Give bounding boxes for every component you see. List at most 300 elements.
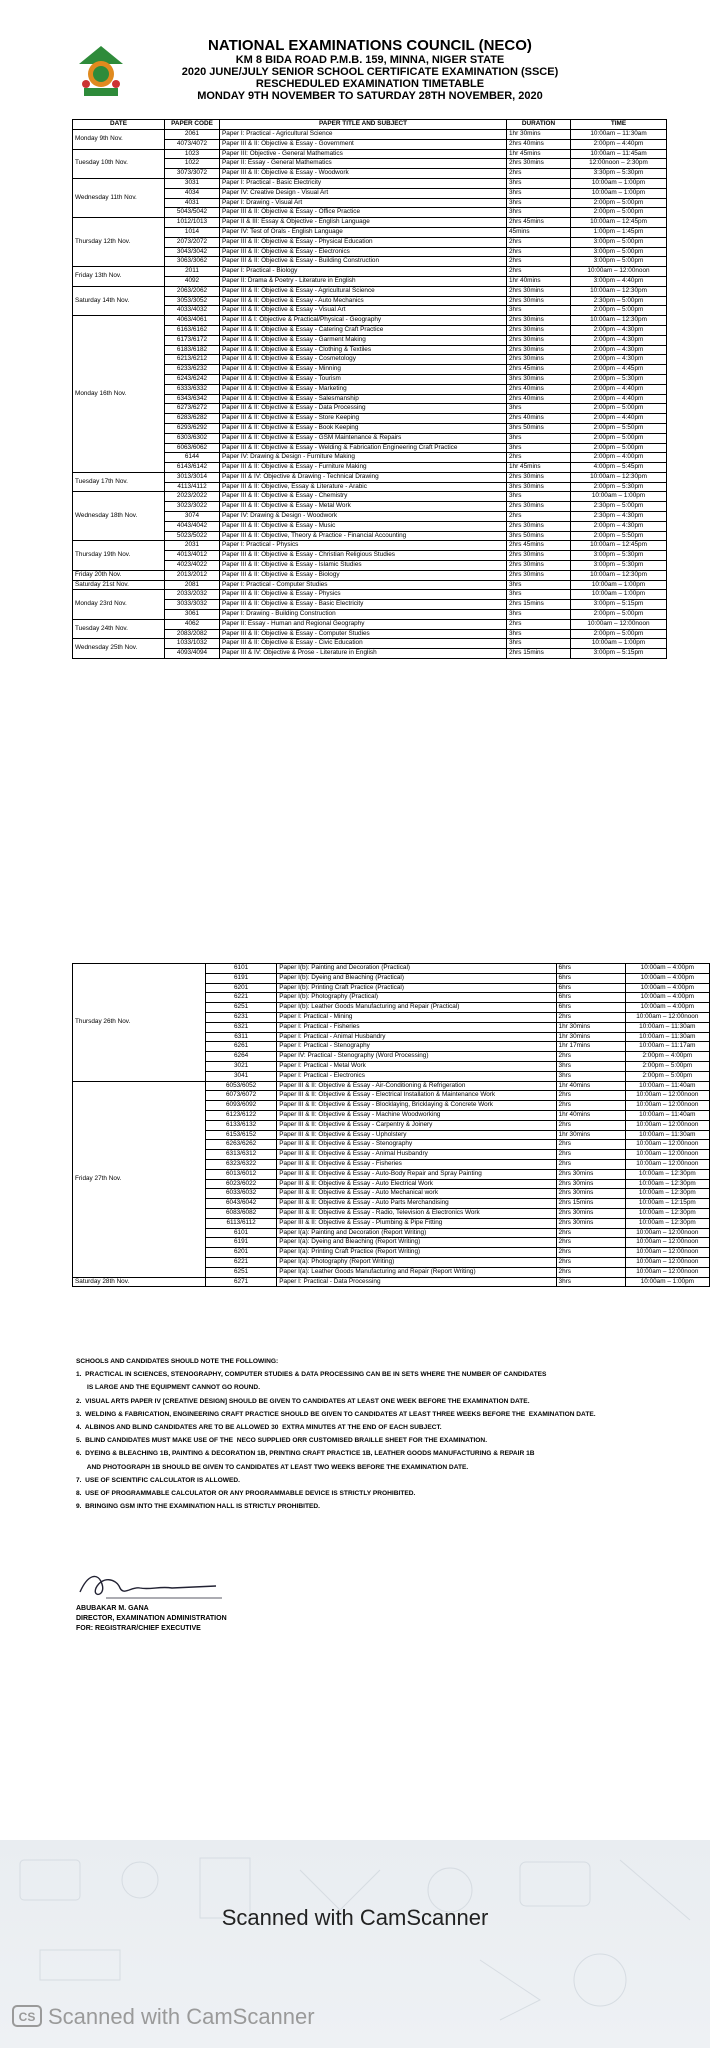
duration-cell: 45mins	[507, 227, 571, 237]
paper-code-cell: 2031	[165, 541, 220, 551]
time-cell: 10:00am – 12:00noon	[625, 1091, 709, 1101]
time-cell: 10:00am – 12:30pm	[625, 1208, 709, 1218]
paper-title-cell: Paper I(a): Photography (Report Writing)	[277, 1257, 556, 1267]
paper-code-cell: 4043/4042	[165, 521, 220, 531]
time-cell: 10:00am – 1:00pm	[571, 178, 667, 188]
duration-cell: 3hrs 50mins	[507, 531, 571, 541]
table-row	[73, 218, 667, 228]
timetable-part-1	[72, 119, 667, 659]
paper-code-cell: 6221	[205, 993, 276, 1003]
paper-title-cell: Paper IV: Test of Orals - English Language	[220, 227, 507, 237]
note-item: IS LARGE AND THE EQUIPMENT CANNOT GO ROUND.	[76, 1384, 261, 1392]
time-cell: 10:00am – 12:00noon	[625, 1140, 709, 1150]
paper-title-cell: Paper IV: Drawing & Design - Furniture Making	[220, 453, 507, 463]
duration-cell: 2hrs 30mins	[507, 521, 571, 531]
time-cell: 2:00pm – 5:00pm	[571, 610, 667, 620]
duration-cell: 1hr 40mins	[556, 1081, 625, 1091]
time-cell: 10:00am – 12:00noon	[571, 619, 667, 629]
duration-cell: 2hrs	[507, 453, 571, 463]
time-cell: 10:00am – 11:30am	[625, 1022, 709, 1032]
paper-title-cell: Paper III & II: Objective & Essay - Christian Religious Studies	[220, 551, 507, 561]
duration-cell: 2hrs	[556, 1150, 625, 1160]
paper-title-cell: Paper I: Practical - Physics	[220, 541, 507, 551]
duration-cell: 2hrs 15mins	[507, 649, 571, 659]
duration-cell: 2hrs 40mins	[507, 394, 571, 404]
paper-code-cell: 6123/6122	[205, 1110, 276, 1120]
duration-cell: 2hrs 30mins	[507, 561, 571, 571]
time-cell: 3:30pm – 5:30pm	[571, 169, 667, 179]
duration-cell: 1hr 30mins	[556, 1032, 625, 1042]
time-cell: 2:00pm – 5:00pm	[571, 306, 667, 316]
time-cell: 3:00pm – 5:30pm	[571, 551, 667, 561]
time-cell: 3:00pm – 5:00pm	[571, 257, 667, 267]
duration-cell: 2hrs 30mins	[507, 316, 571, 326]
table-row	[73, 580, 667, 590]
paper-title-cell: Paper III & II: Objective & Essay - Garment Making	[220, 335, 507, 345]
time-cell: 10:00am – 12:30pm	[571, 316, 667, 326]
time-cell: 10:00am – 11:45am	[571, 149, 667, 159]
note-item: AND PHOTOGRAPH 1B SHOULD BE GIVEN TO CANDIDATES AT LEAST TWO WEEKS BEFORE THE EXAMINATION DATE.	[76, 1463, 469, 1471]
day-cell: Saturday 14th Nov.	[73, 286, 165, 315]
duration-cell: 2hrs 30mins	[507, 355, 571, 365]
paper-title-cell: Paper I: Drawing - Visual Art	[220, 198, 507, 208]
duration-cell: 2hrs 30mins	[507, 551, 571, 561]
paper-title-cell: Paper I: Practical - Mining	[277, 1012, 556, 1022]
time-cell: 2:00pm – 5:00pm	[571, 404, 667, 414]
time-cell: 10:00am – 4:00pm	[625, 993, 709, 1003]
duration-cell: 2hrs	[556, 1257, 625, 1267]
duration-cell: 2hrs 45mins	[507, 365, 571, 375]
svg-text:CS: CS	[18, 2010, 36, 2024]
paper-code-cell: 6283/6282	[165, 414, 220, 424]
duration-cell: 2hrs 30mins	[556, 1218, 625, 1228]
time-cell: 10:00am – 11:30am	[625, 1130, 709, 1140]
duration-cell: 3hrs	[556, 1277, 625, 1287]
paper-code-cell: 6101	[205, 964, 276, 974]
paper-title-cell: Paper I: Practical - Computer Studies	[220, 580, 507, 590]
paper-code-cell: 6271	[205, 1277, 276, 1287]
day-cell: Thursday 26th Nov.	[73, 964, 206, 1082]
day-cell: Wednesday 25th Nov.	[73, 639, 165, 659]
paper-title-cell: Paper I: Practical - Electronics	[277, 1071, 556, 1081]
duration-cell: 3hrs	[556, 1061, 625, 1071]
duration-cell: 2hrs 45mins	[507, 218, 571, 228]
table-row	[73, 570, 667, 580]
duration-cell: 3hrs 30mins	[507, 482, 571, 492]
paper-title-cell: Paper III & II: Objective & Essay - Music	[220, 521, 507, 531]
paper-code-cell: 6251	[205, 1003, 276, 1013]
duration-cell: 2hrs	[556, 1238, 625, 1248]
paper-code-cell: 6053/6052	[205, 1081, 276, 1091]
table-row	[73, 1081, 710, 1091]
time-cell: 10:00am – 12:30pm	[625, 1169, 709, 1179]
duration-cell: 2hrs 30mins	[507, 335, 571, 345]
day-cell: Tuesday 24th Nov.	[73, 619, 165, 639]
paper-code-cell: 6133/6132	[205, 1120, 276, 1130]
note-item: 3. WELDING & FABRICATION, ENGINEERING CRAFT PRACTICE SHOULD BE GIVEN TO CANDIDATES AT LEAST THREE WEEKS BEFORE THE EXAMINATION DATE.	[76, 1410, 596, 1418]
paper-code-cell: 6063/6062	[165, 443, 220, 453]
time-cell: 10:00am – 11:40am	[625, 1081, 709, 1091]
col-title: PAPER TITLE AND SUBJECT	[220, 120, 507, 130]
paper-code-cell: 6191	[205, 1238, 276, 1248]
time-cell: 10:00am – 11:40am	[625, 1110, 709, 1120]
time-cell: 10:00am – 12:30pm	[625, 1189, 709, 1199]
paper-title-cell: Paper III & II: Objective & Essay - Biology	[220, 570, 507, 580]
paper-title-cell: Paper III & II: Objective & Essay - Welding & Fabrication Engineering Craft Practice	[220, 443, 507, 453]
paper-code-cell: 2023/2022	[165, 492, 220, 502]
paper-title-cell: Paper III & II: Objective & Essay - Woodwork	[220, 169, 507, 179]
time-cell: 4:00pm – 5:45pm	[571, 463, 667, 473]
duration-cell: 3hrs	[507, 610, 571, 620]
table-row	[73, 1277, 710, 1287]
paper-title-cell: Paper I(b): Printing Craft Practice (Practical)	[277, 983, 556, 993]
table-row	[73, 590, 667, 600]
time-cell: 10:00am – 1:00pm	[571, 188, 667, 198]
paper-code-cell: 6023/6022	[205, 1179, 276, 1189]
table-row	[73, 149, 667, 159]
paper-code-cell: 1022	[165, 159, 220, 169]
time-cell: 10:00am – 12:45pm	[571, 218, 667, 228]
paper-code-cell: 6273/6272	[165, 404, 220, 414]
duration-cell: 2hrs 30mins	[507, 325, 571, 335]
time-cell: 10:00am – 12:00noon	[625, 1248, 709, 1258]
duration-cell: 6hrs	[556, 983, 625, 993]
notes-heading: SCHOOLS AND CANDIDATES SHOULD NOTE THE FOLLOWING:	[76, 1358, 279, 1365]
time-cell: 10:00am – 12:15pm	[625, 1199, 709, 1209]
time-cell: 3:00pm – 4:40pm	[571, 276, 667, 286]
time-cell: 10:00am – 12:45pm	[571, 541, 667, 551]
duration-cell: 2hrs	[556, 1267, 625, 1277]
duration-cell: 3hrs	[507, 306, 571, 316]
paper-code-cell: 6113/6112	[205, 1218, 276, 1228]
paper-title-cell: Paper III & I: Objective & Practical/Physical - Geography	[220, 316, 507, 326]
table-row	[73, 541, 667, 551]
duration-cell: 3hrs	[507, 178, 571, 188]
signatory-title: DIRECTOR, EXAMINATION ADMINISTRATION	[76, 1615, 227, 1622]
note-item: 9. BRINGING GSM INTO THE EXAMINATION HALL IS STRICTLY PROHIBITED.	[76, 1503, 320, 1511]
paper-title-cell: Paper III & II: Objective & Essay - Office Practice	[220, 208, 507, 218]
paper-title-cell: Paper III & II: Objective & Essay - Data Processing	[220, 404, 507, 414]
duration-cell: 6hrs	[556, 993, 625, 1003]
duration-cell: 2hrs 30mins	[507, 570, 571, 580]
time-cell: 10:00am – 12:00noon	[625, 1150, 709, 1160]
paper-code-cell: 4062	[165, 619, 220, 629]
note-item: 1. PRACTICAL IN SCIENCES, STENOGRAPHY, COMPUTER STUDIES & DATA PROCESSING CAN BE IN SETS WHERE THE NUMBER OF CANDIDATES	[76, 1371, 547, 1379]
paper-code-cell: 2083/2082	[165, 629, 220, 639]
duration-cell: 3hrs	[507, 639, 571, 649]
day-cell: Friday 13th Nov.	[73, 267, 165, 287]
paper-title-cell: Paper III & II: Objective & Essay - Book Keeping	[220, 423, 507, 433]
time-cell: 2:00pm – 4:40pm	[571, 394, 667, 404]
time-cell: 10:00am – 12:30pm	[571, 286, 667, 296]
duration-cell: 3hrs	[507, 629, 571, 639]
paper-code-cell: 6251	[205, 1267, 276, 1277]
day-cell: Monday 16th Nov.	[73, 316, 165, 473]
paper-code-cell: 6093/6092	[205, 1101, 276, 1111]
time-cell: 10:00am – 11:30am	[571, 130, 667, 140]
paper-code-cell: 4033/4032	[165, 306, 220, 316]
paper-title-cell: Paper III & II: Objective & Essay - Salesmanship	[220, 394, 507, 404]
day-cell: Saturday 21st Nov.	[73, 580, 165, 590]
time-cell: 10:00am – 11:30am	[625, 1032, 709, 1042]
time-cell: 10:00am – 1:00pm	[571, 639, 667, 649]
duration-cell: 2hrs 30mins	[556, 1169, 625, 1179]
duration-cell: 3hrs	[507, 404, 571, 414]
time-cell: 3:00pm – 5:15pm	[571, 600, 667, 610]
duration-cell: 3hrs	[507, 492, 571, 502]
time-cell: 10:00am – 4:00pm	[625, 1003, 709, 1013]
paper-title-cell: Paper I: Practical - Fisheries	[277, 1022, 556, 1032]
paper-code-cell: 5043/5042	[165, 208, 220, 218]
paper-title-cell: Paper III & II: Objective & Essay - Catering Craft Practice	[220, 325, 507, 335]
table-row	[73, 286, 667, 296]
note-item: 8. USE OF PROGRAMMABLE CALCULATOR OR ANY PROGRAMMABLE DEVICE IS STRICTLY PROHIBITED.	[76, 1490, 416, 1498]
paper-code-cell: 2081	[165, 580, 220, 590]
time-cell: 2:00pm – 5:00pm	[571, 443, 667, 453]
paper-title-cell: Paper III & II: Objective & Essay - Auto Electrical Work	[277, 1179, 556, 1189]
paper-code-cell: 6311	[205, 1032, 276, 1042]
paper-title-cell: Paper III & IV: Objective & Prose - Literature in English	[220, 649, 507, 659]
time-cell: 2:00pm – 4:00pm	[625, 1052, 709, 1062]
paper-title-cell: Paper III & II: Objective & Essay - Marketing	[220, 384, 507, 394]
table-row	[73, 267, 667, 277]
paper-title-cell: Paper I: Practical - Data Processing	[277, 1277, 556, 1287]
paper-code-cell: 2011	[165, 267, 220, 277]
paper-code-cell: 6043/6042	[205, 1199, 276, 1209]
time-cell: 10:00am – 1:00pm	[571, 580, 667, 590]
time-cell: 2:00pm – 4:30pm	[571, 345, 667, 355]
time-cell: 10:00am – 1:00pm	[571, 590, 667, 600]
duration-cell: 2hrs 30mins	[556, 1179, 625, 1189]
time-cell: 10:00am – 12:00noon	[625, 1101, 709, 1111]
paper-title-cell: Paper III & II: Objective & Essay - Carpentry & Joinery	[277, 1120, 556, 1130]
table-row	[73, 316, 667, 326]
time-cell: 3:00pm – 5:15pm	[571, 649, 667, 659]
note-item: 4. ALBINOS AND BLIND CANDIDATES ARE TO BE ALLOWED 30 EXTRA MINUTES AT THE END OF EACH SUBJECT.	[76, 1424, 442, 1432]
paper-title-cell: Paper II & III: Essay & Objective - English Language	[220, 218, 507, 228]
paper-code-cell: 2013/2012	[165, 570, 220, 580]
paper-title-cell: Paper IV: Drawing & Design - Woodwork	[220, 512, 507, 522]
time-cell: 3:00pm – 5:00pm	[571, 247, 667, 257]
duration-cell: 2hrs	[556, 1248, 625, 1258]
paper-title-cell: Paper IV: Creative Design - Visual Art	[220, 188, 507, 198]
signature	[76, 1568, 226, 1604]
time-cell: 10:00am – 12:00noon	[625, 1012, 709, 1022]
paper-code-cell: 6233/6232	[165, 365, 220, 375]
scanner-watermark: Scanned with CamScanner	[48, 2004, 315, 2029]
paper-code-cell: 6343/6342	[165, 394, 220, 404]
duration-cell: 1hr 40mins	[507, 276, 571, 286]
table-row	[73, 472, 667, 482]
duration-cell: 2hrs 30mins	[507, 286, 571, 296]
document-header	[70, 38, 670, 102]
paper-title-cell: Paper III & II: Objective & Essay - Physical Education	[220, 237, 507, 247]
duration-cell: 3hrs	[507, 198, 571, 208]
paper-title-cell: Paper II: Drama & Poetry - Literature in English	[220, 276, 507, 286]
paper-code-cell: 6261	[205, 1042, 276, 1052]
time-cell: 2:00pm – 5:00pm	[625, 1071, 709, 1081]
paper-title-cell: Paper I(a): Painting and Decoration (Report Writing)	[277, 1228, 556, 1238]
paper-code-cell: 4092	[165, 276, 220, 286]
duration-cell: 2hrs 15mins	[507, 600, 571, 610]
day-cell: Monday 9th Nov.	[73, 130, 165, 150]
paper-title-cell: Paper III & II: Objective & Essay - GSM Maintenance & Repairs	[220, 433, 507, 443]
duration-cell: 1hr 30mins	[507, 130, 571, 140]
duration-cell: 2hrs 40mins	[507, 139, 571, 149]
time-cell: 10:00am – 11:17am	[625, 1042, 709, 1052]
paper-title-cell: Paper I(b): Photography (Practical)	[277, 993, 556, 1003]
duration-cell: 1hr 17mins	[556, 1042, 625, 1052]
paper-title-cell: Paper I(b): Dyeing and Bleaching (Practical)	[277, 973, 556, 983]
duration-cell: 2hrs 30mins	[556, 1208, 625, 1218]
paper-title-cell: Paper I(a): Printing Craft Practice (Report Writing)	[277, 1248, 556, 1258]
paper-code-cell: 6073/6072	[205, 1091, 276, 1101]
paper-code-cell: 6013/6012	[205, 1169, 276, 1179]
paper-title-cell: Paper III & II: Objective & Essay - Visual Art	[220, 306, 507, 316]
time-cell: 10:00am – 12:00noon	[625, 1238, 709, 1248]
paper-title-cell: Paper III & II: Objective & Essay - Fisheries	[277, 1159, 556, 1169]
duration-cell: 2hrs 15mins	[556, 1199, 625, 1209]
duration-cell: 3hrs	[507, 433, 571, 443]
time-cell: 1:00pm – 1:45pm	[571, 227, 667, 237]
time-cell: 2:00pm – 4:30pm	[571, 335, 667, 345]
duration-cell: 6hrs	[556, 1003, 625, 1013]
time-cell: 2:00pm – 4:45pm	[571, 365, 667, 375]
paper-code-cell: 3041	[205, 1071, 276, 1081]
duration-cell: 2hrs	[556, 1228, 625, 1238]
paper-title-cell: Paper I(a): Dyeing and Bleaching (Report Writing)	[277, 1238, 556, 1248]
time-cell: 2:00pm – 5:50pm	[571, 531, 667, 541]
time-cell: 2:00pm – 5:00pm	[571, 198, 667, 208]
paper-title-cell: Paper I(b): Painting and Decoration (Practical)	[277, 964, 556, 974]
paper-code-cell: 6083/6082	[205, 1208, 276, 1218]
paper-title-cell: Paper III & II: Objective & Essay - Radio, Television & Electronics Work	[277, 1208, 556, 1218]
paper-code-cell: 6201	[205, 983, 276, 993]
paper-title-cell: Paper I: Practical - Animal Husbandry	[277, 1032, 556, 1042]
time-cell: 10:00am – 12:30pm	[571, 472, 667, 482]
signatory-for: FOR: REGISTRAR/CHIEF EXECUTIVE	[76, 1625, 201, 1632]
paper-code-cell: 3013/3014	[165, 472, 220, 482]
paper-code-cell: 3073/3072	[165, 169, 220, 179]
paper-title-cell: Paper III & II: Objective & Essay - Basic Electricity	[220, 600, 507, 610]
duration-cell: 2hrs	[556, 1140, 625, 1150]
time-cell: 10:00am – 12:30pm	[571, 570, 667, 580]
paper-code-cell: 3033/3032	[165, 600, 220, 610]
duration-cell: 3hrs	[507, 580, 571, 590]
duration-cell: 2hrs 30mins	[507, 296, 571, 306]
day-cell: Thursday 12th Nov.	[73, 218, 165, 267]
time-cell: 2:00pm – 5:00pm	[571, 208, 667, 218]
note-item: 5. BLIND CANDIDATES MUST MAKE USE OF THE NECO SUPPLIED ORR CUSTOMISED BRAILLE SHEET FOR THE EXAMINATION.	[76, 1437, 488, 1445]
day-cell: Friday 20th Nov.	[73, 570, 165, 580]
time-cell: 10:00am – 12:00noon	[571, 267, 667, 277]
duration-cell: 2hrs 40mins	[507, 384, 571, 394]
table-row	[73, 178, 667, 188]
paper-title-cell: Paper IV: Practical - Stenography (Word Processing)	[277, 1052, 556, 1062]
exam-title: 2020 JUNE/JULY SENIOR SCHOOL CERTIFICATE EXAMINATION (SSCE)	[181, 66, 559, 78]
table-row	[73, 964, 710, 974]
paper-code-cell: 6213/6212	[165, 355, 220, 365]
timetable-subtitle: RESCHEDULED EXAMINATION TIMETABLE	[255, 78, 485, 90]
notes-list	[76, 1368, 676, 1513]
signatory-block	[76, 1604, 227, 1634]
table-row	[73, 639, 667, 649]
table-header-row	[73, 120, 667, 130]
paper-code-cell: 6163/6162	[165, 325, 220, 335]
time-cell: 2:00pm – 5:00pm	[571, 433, 667, 443]
paper-code-cell: 6303/6302	[165, 433, 220, 443]
paper-code-cell: 3074	[165, 512, 220, 522]
paper-code-cell: 6313/6312	[205, 1150, 276, 1160]
time-cell: 2:00pm – 5:00pm	[625, 1061, 709, 1071]
paper-title-cell: Paper I: Practical - Stenography	[277, 1042, 556, 1052]
note-item: 2. VISUAL ARTS PAPER IV [CREATIVE DESIGN] SHOULD BE GIVEN TO CANDIDATES AT LEAST ONE WEEK BEFORE THE EXAMINATION DATE.	[76, 1397, 530, 1405]
paper-code-cell: 6263/6262	[205, 1140, 276, 1150]
org-address: KM 8 BIDA ROAD P.M.B. 159, MINNA, NIGER STATE	[235, 54, 505, 66]
time-cell: 2:00pm – 5:50pm	[571, 423, 667, 433]
paper-code-cell: 6143/6142	[165, 463, 220, 473]
paper-title-cell: Paper I: Drawing - Building Construction	[220, 610, 507, 620]
paper-title-cell: Paper III & II: Objective, Essay & Literature - Arabic	[220, 482, 507, 492]
day-cell: Tuesday 10th Nov.	[73, 149, 165, 178]
duration-cell: 2hrs 30mins	[507, 502, 571, 512]
duration-cell: 3hrs	[507, 590, 571, 600]
paper-title-cell: Paper II: Essay - General Mathematics	[220, 159, 507, 169]
paper-title-cell: Paper III & II: Objective & Essay - Agricultural Science	[220, 286, 507, 296]
paper-title-cell: Paper III & II: Objective & Essay - Blocklaying, Bricklaying & Concrete Work	[277, 1101, 556, 1111]
duration-cell: 2hrs 45mins	[507, 541, 571, 551]
duration-cell: 2hrs	[507, 247, 571, 257]
paper-code-cell: 3043/3042	[165, 247, 220, 257]
day-cell: Thursday 19th Nov.	[73, 541, 165, 570]
paper-title-cell: Paper III & II: Objective & Essay - Auto Parts Merchandising	[277, 1199, 556, 1209]
paper-title-cell: Paper III & II: Objective & Essay - Stenography	[277, 1140, 556, 1150]
paper-title-cell: Paper III & II: Objective & Essay - Air-Conditioning & Refrigeration	[277, 1081, 556, 1091]
scanner-banner-text: Scanned with CamScanner	[221, 1905, 489, 1930]
duration-cell: 3hrs	[507, 443, 571, 453]
paper-code-cell: 3023/3022	[165, 502, 220, 512]
time-cell: 10:00am – 1:00pm	[571, 492, 667, 502]
duration-cell: 2hrs 30mins	[507, 159, 571, 169]
paper-title-cell: Paper III & II: Objective & Essay - Tourism	[220, 374, 507, 384]
paper-code-cell: 6264	[205, 1052, 276, 1062]
timetable-part-2	[72, 963, 710, 1287]
paper-title-cell: Paper I(b): Leather Goods Manufacturing and Repair (Practical)	[277, 1003, 556, 1013]
paper-code-cell: 4063/4061	[165, 316, 220, 326]
col-time: TIME	[571, 120, 667, 130]
duration-cell: 3hrs	[507, 188, 571, 198]
paper-code-cell: 4093/4094	[165, 649, 220, 659]
time-cell: 10:00am – 12:00noon	[625, 1159, 709, 1169]
paper-code-cell: 3063/3062	[165, 257, 220, 267]
paper-code-cell: 3031	[165, 178, 220, 188]
time-cell: 2:00pm – 4:30pm	[571, 521, 667, 531]
duration-cell: 6hrs	[556, 973, 625, 983]
time-cell: 2:00pm – 5:00pm	[571, 629, 667, 639]
paper-title-cell: Paper III & II: Objective & Essay - Auto Mechanics	[220, 296, 507, 306]
time-cell: 3:00pm – 5:00pm	[571, 237, 667, 247]
date-range: MONDAY 9TH NOVEMBER TO SATURDAY 28TH NOVEMBER, 2020	[197, 90, 543, 102]
paper-title-cell: Paper III & II: Objective & Essay - Minning	[220, 365, 507, 375]
duration-cell: 2hrs 40mins	[507, 414, 571, 424]
duration-cell: 3hrs 30mins	[507, 374, 571, 384]
duration-cell: 2hrs 30mins	[556, 1189, 625, 1199]
paper-code-cell: 2073/2072	[165, 237, 220, 247]
paper-code-cell: 2063/2062	[165, 286, 220, 296]
paper-code-cell: 3061	[165, 610, 220, 620]
duration-cell: 2hrs	[556, 1091, 625, 1101]
paper-title-cell: Paper III & IV: Objective & Drawing - Technical Drawing	[220, 472, 507, 482]
